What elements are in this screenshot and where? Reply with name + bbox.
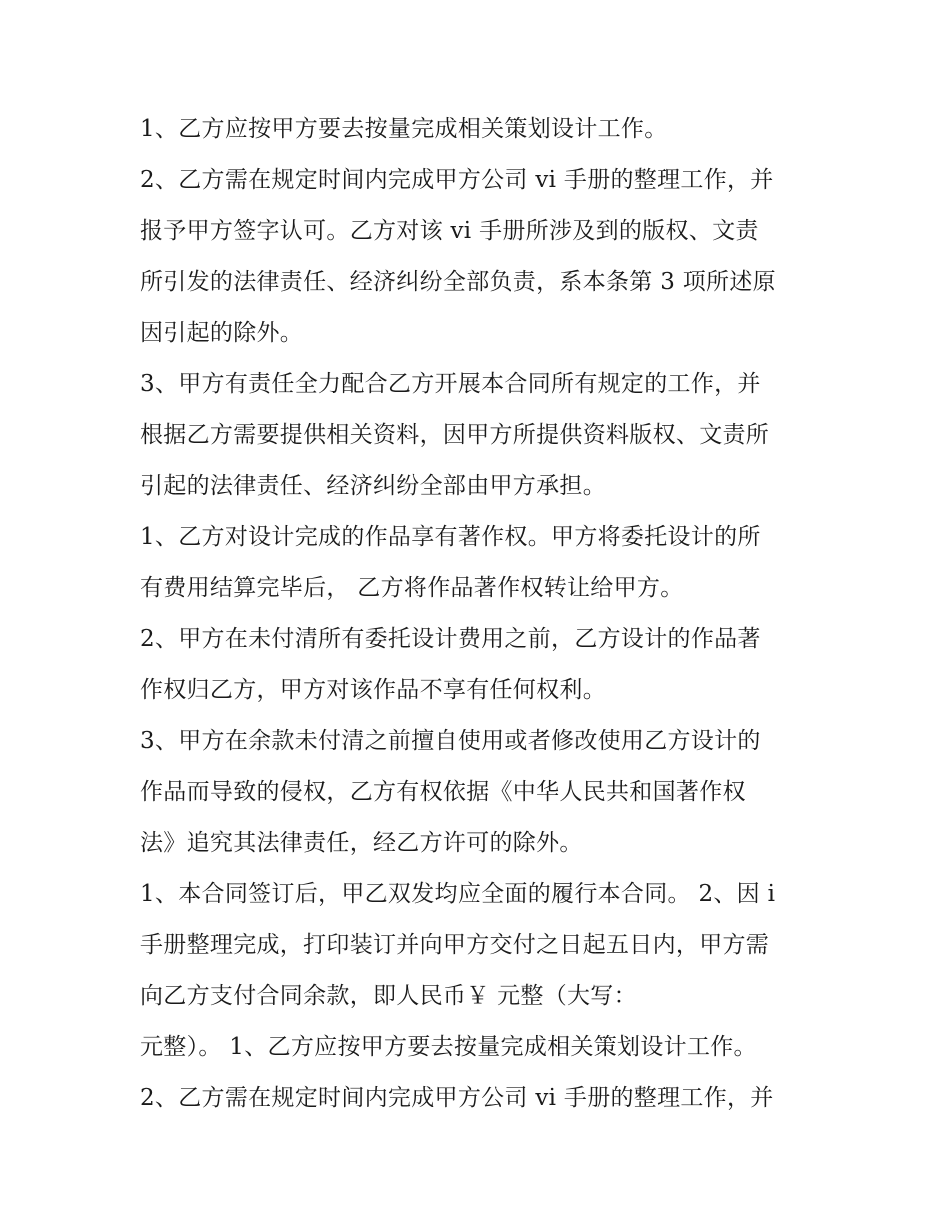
text-line: 作品而导致的侵权，乙方有权依据《中华人民共和国著作权 [140,779,746,805]
text-line: 1、乙方对设计完成的作品享有著作权。甲方将委托设计的所 [140,524,761,550]
text-line: 3、甲方有责任全力配合乙方开展本合同所有规定的工作，并 [140,371,761,397]
text-line: 向乙方支付合同余款，即人民币￥ 元整（大写： [140,983,637,1009]
text-line: 引起的法律责任、经济纠纷全部由甲方承担。 [140,473,606,499]
text-line: 元整）。 1、乙方应按甲方要去按量完成相关策划设计工作。 [140,1034,757,1060]
contract-body-text [140,104,820,1124]
text-line: 3、甲方在余款未付清之前擅自使用或者修改使用乙方设计的 [140,728,761,754]
text-line: 作权归乙方，甲方对该作品不享有任何权利。 [140,677,606,703]
text-line: 报予甲方签字认可。乙方对该 vi 手册所涉及到的版权、文责 [140,218,759,244]
text-line: 1、乙方应按甲方要去按量完成相关策划设计工作。 [140,116,668,142]
text-line: 法》追究其法律责任，经乙方许可的除外。 [140,830,583,856]
text-line: 有费用结算完毕后， 乙方将作品著作权转让给甲方。 [140,575,684,601]
text-line: 所引发的法律责任、经济纠纷全部负责，系本条第 3 项所述原 [140,269,776,295]
text-line: 因引起的除外。 [140,320,304,346]
text-line: 2、甲方在未付清所有委托设计费用之前，乙方设计的作品著 [140,626,761,652]
text-line: 2、乙方需在规定时间内完成甲方公司 vi 手册的整理工作，并 [140,1085,774,1111]
text-line: 2、乙方需在规定时间内完成甲方公司 vi 手册的整理工作，并 [140,167,774,193]
text-line: 根据乙方需要提供相关资料，因甲方所提供资料版权、文责所 [140,422,770,448]
text-line: 手册整理完成，打印装订并向甲方交付之日起五日内，甲方需 [140,932,770,958]
text-line: 1、本合同签订后，甲乙双发均应全面的履行本合同。 2、因 i [140,881,776,907]
